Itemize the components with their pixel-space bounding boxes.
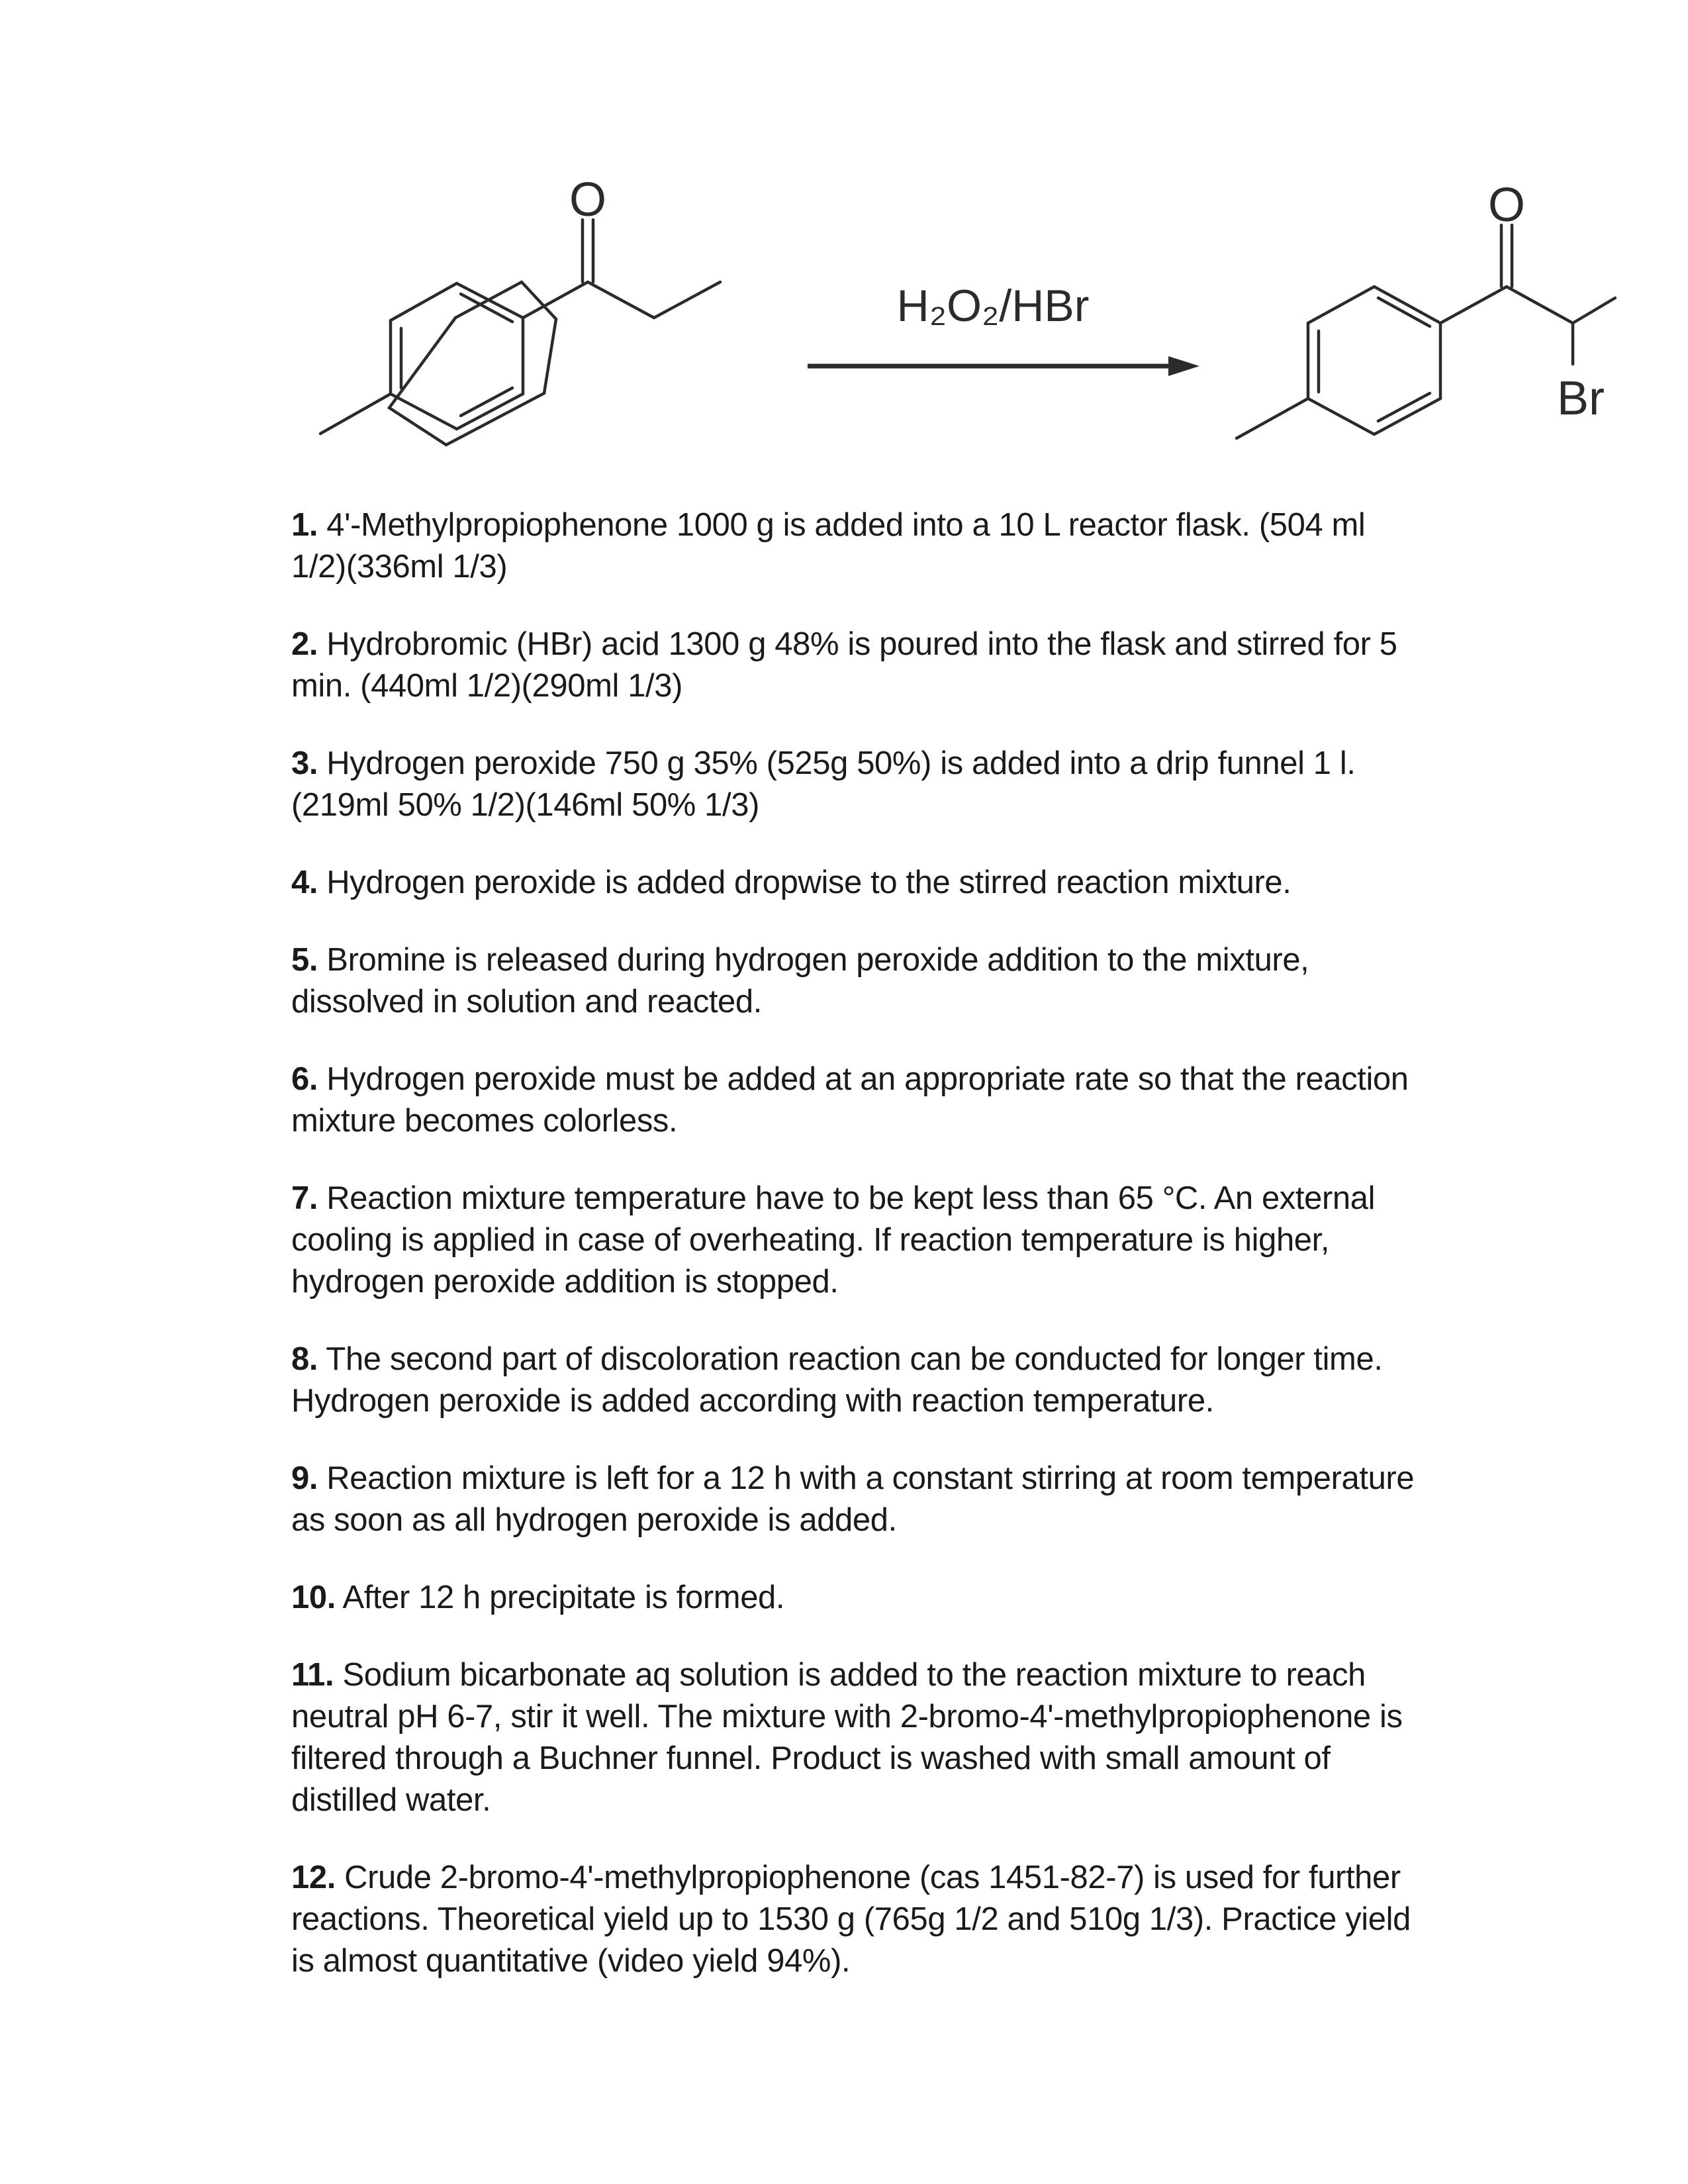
step-number: 4. [291,865,318,900]
product-bromine-label: Br [1557,372,1605,425]
reactant-oxygen-label: O [569,173,607,226]
step-number: 7. [291,1180,318,1216]
procedure-step [291,1654,1417,1821]
step-text: Crude 2-bromo-4'-methylpropiophenone (cas 1451-82-7) is used for further reactions. Theoretical yield up to 1530 g (765g 1/2 and 510g 1/3). Practice yield is almost quantitative (video yield 94%). [291,1860,1411,1979]
step-text: Reaction mixture is left for a 12 h with a constant stirring at room temperature as soon as all hydrogen peroxide is added. [291,1460,1415,1538]
step-text: Sodium bicarbonate aq solution is added to the reaction mixture to reach neutral pH 6-7, stir it well. The mixture with 2-bromo-4'-methylpropiophenone is filtered through a Buchner funnel. Product is washed with small amount of distilled water. [291,1657,1403,1818]
step-text: Hydrogen peroxide 750 g 35% (525g 50%) is added into a drip funnel 1 l. (219ml 50% 1/2)(146ml 50% 1/3) [291,745,1356,823]
procedure-step [291,939,1417,1023]
reaction-scheme-drawing [291,166,1688,483]
procedure-steps [291,504,1417,2018]
step-number: 8. [291,1341,318,1377]
step-number: 10. [291,1580,336,1615]
step-number: 9. [291,1460,318,1496]
procedure-step [291,1857,1417,1982]
step-text: Hydrogen peroxide is added dropwise to the stirred reaction mixture. [326,865,1291,900]
procedure-step [291,1339,1417,1422]
step-text: Reaction mixture temperature have to be kept less than 65 °C. An external cooling is applied in case of overheating. If reaction temperature is higher, hydrogen peroxide addition is stopped. [291,1180,1376,1300]
step-text: Bromine is released during hydrogen peroxide addition to the mixture, dissolved in solution and reacted. [291,942,1309,1020]
reactant-structure-lines [320,220,720,434]
step-text: Hydrobromic (HBr) acid 1300 g 48% is poured into the flask and stirred for 5 min. (440ml 1/2)(290ml 1/3) [291,626,1397,704]
step-number: 2. [291,626,318,662]
step-number: 3. [291,745,318,781]
step-number: 5. [291,942,318,978]
reaction-scheme [291,166,1688,483]
procedure-step [291,1059,1417,1142]
step-text: 4'-Methylpropiophenone 1000 g is added into a 10 L reactor flask. (504 ml 1/2)(336ml 1/3) [291,507,1366,585]
procedure-step [291,624,1417,707]
step-text: The second part of discoloration reaction can be conducted for longer time. Hydrogen peroxide is added according with reaction temperature. [291,1341,1383,1419]
reagent-label: H₂O₂/HBr [896,281,1090,331]
step-number: 12. [291,1860,336,1895]
product-oxygen-label: O [1487,179,1526,232]
step-number: 11. [291,1657,334,1693]
procedure-step [291,1178,1417,1303]
step-number: 1. [291,507,318,543]
procedure-step [291,862,1417,904]
step-number: 6. [291,1061,318,1097]
reaction-arrow [808,356,1199,376]
step-text: After 12 h precipitate is formed. [342,1580,785,1615]
procedure-step [291,504,1417,588]
step-text: Hydrogen peroxide must be added at an appropriate rate so that the reaction mixture becomes colorless. [291,1061,1409,1139]
procedure-step [291,743,1417,826]
procedure-step [291,1458,1417,1541]
procedure-step [291,1577,1417,1619]
